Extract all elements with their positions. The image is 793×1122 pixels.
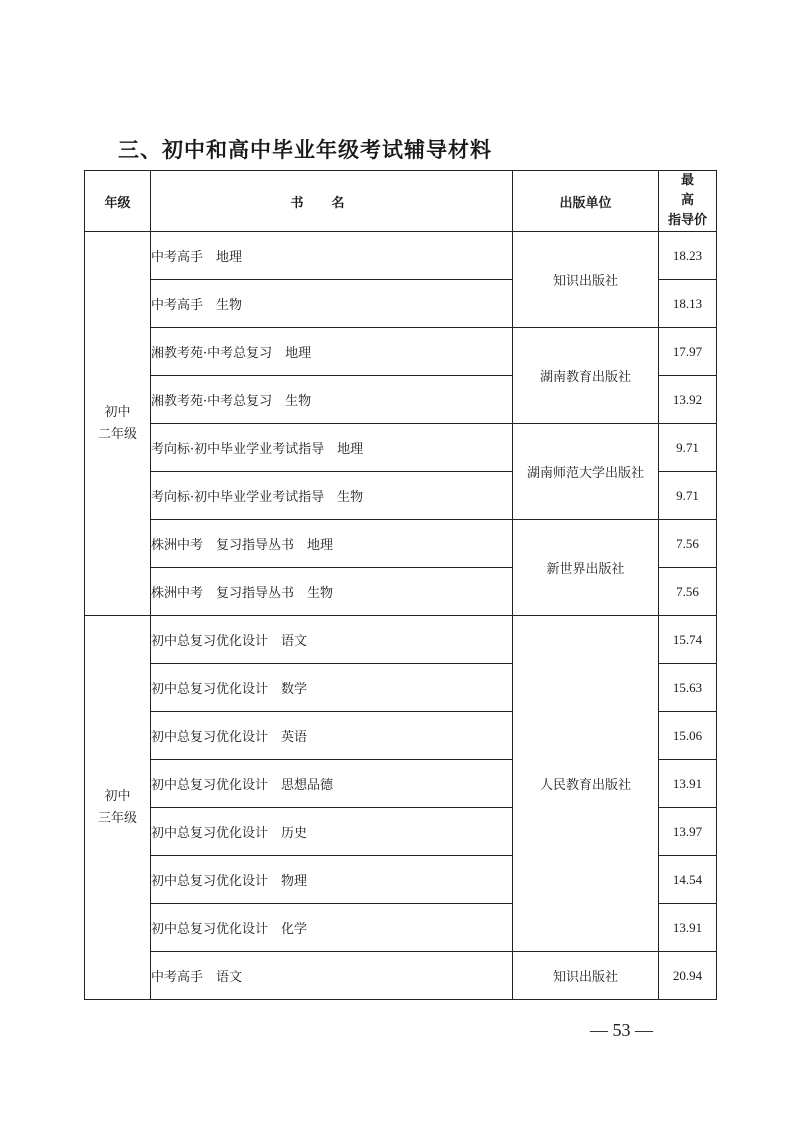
price-cell: 17.97	[659, 328, 717, 376]
section-title: 三、初中和高中毕业年级考试辅导材料	[118, 138, 492, 162]
grade-label-line1: 初中	[104, 788, 131, 804]
grade-label-line1: 初中	[104, 404, 131, 420]
book-title: 株洲中考 复习指导丛书 地理	[151, 520, 513, 568]
book-title: 初中总复习优化设计 物理	[151, 856, 513, 904]
materials-table	[84, 170, 717, 1000]
publisher-cell: 湖南师范大学出版社	[513, 424, 659, 520]
book-title: 中考高手 生物	[151, 280, 513, 328]
book-title: 初中总复习优化设计 历史	[151, 808, 513, 856]
price-cell: 13.92	[659, 376, 717, 424]
book-title: 初中总复习优化设计 数学	[151, 664, 513, 712]
table-row	[85, 232, 717, 280]
header-publisher: 出版单位	[513, 171, 659, 232]
book-title: 中考高手 地理	[151, 232, 513, 280]
price-cell: 15.06	[659, 712, 717, 760]
header-grade: 年级	[85, 171, 151, 232]
header-book: 书名	[151, 171, 513, 232]
table-row	[85, 424, 717, 472]
table-header-row	[85, 171, 717, 232]
book-title: 湘教考苑·中考总复习 生物	[151, 376, 513, 424]
publisher-cell: 新世界出版社	[513, 520, 659, 616]
price-cell: 14.54	[659, 856, 717, 904]
price-cell: 15.74	[659, 616, 717, 664]
page-number: — 53 —	[590, 1020, 653, 1040]
publisher-cell: 知识出版社	[513, 952, 659, 1000]
publisher-cell: 知识出版社	[513, 232, 659, 328]
header-price	[659, 171, 717, 232]
header-price-line1: 最高	[680, 173, 706, 208]
grade-cell	[85, 616, 151, 1000]
grade-label-line2: 三年级	[97, 810, 137, 826]
price-cell: 7.56	[659, 520, 717, 568]
book-title: 湘教考苑·中考总复习 地理	[151, 328, 513, 376]
price-cell: 13.91	[659, 904, 717, 952]
price-cell: 9.71	[659, 424, 717, 472]
price-cell: 13.97	[659, 808, 717, 856]
publisher-cell: 人民教育出版社	[513, 616, 659, 952]
price-cell: 18.23	[659, 232, 717, 280]
price-cell: 9.71	[659, 472, 717, 520]
book-title: 株洲中考 复习指导丛书 生物	[151, 568, 513, 616]
price-cell: 20.94	[659, 952, 717, 1000]
grade-label-line2: 二年级	[97, 426, 137, 442]
book-title: 考向标·初中毕业学业考试指导 地理	[151, 424, 513, 472]
book-title: 初中总复习优化设计 思想品德	[151, 760, 513, 808]
price-cell: 7.56	[659, 568, 717, 616]
book-title: 初中总复习优化设计 化学	[151, 904, 513, 952]
book-title: 初中总复习优化设计 语文	[151, 616, 513, 664]
book-title: 初中总复习优化设计 英语	[151, 712, 513, 760]
table-row	[85, 616, 717, 664]
book-title: 考向标·初中毕业学业考试指导 生物	[151, 472, 513, 520]
publisher-cell: 湖南教育出版社	[513, 328, 659, 424]
table-row	[85, 952, 717, 1000]
grade-cell	[85, 232, 151, 616]
price-cell: 15.63	[659, 664, 717, 712]
price-cell: 13.91	[659, 760, 717, 808]
table-row	[85, 328, 717, 376]
table-row	[85, 520, 717, 568]
book-title: 中考高手 语文	[151, 952, 513, 1000]
price-cell: 18.13	[659, 280, 717, 328]
header-price-line2: 指导价	[667, 213, 707, 228]
